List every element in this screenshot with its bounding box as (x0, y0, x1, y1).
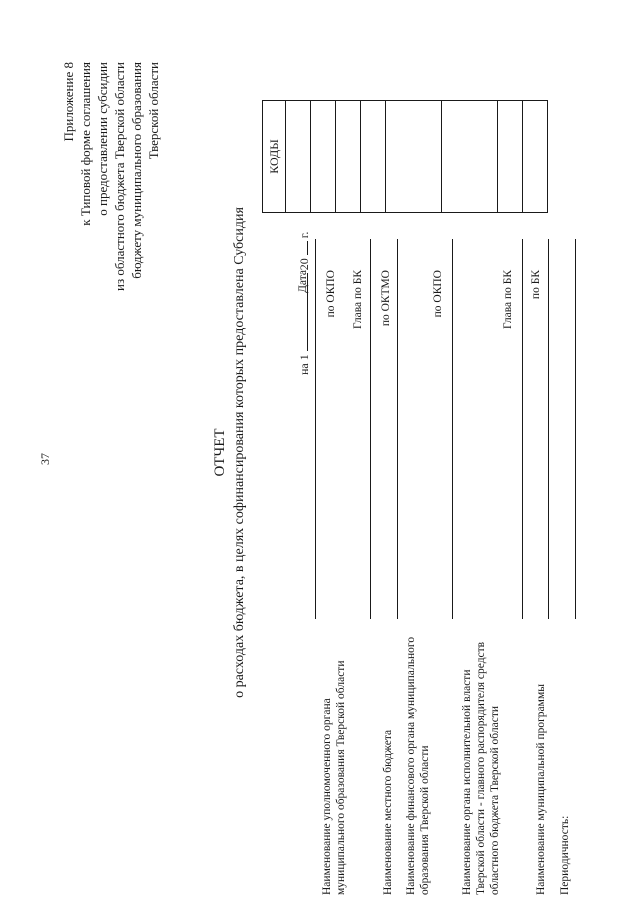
report-subtitle: о расходах бюджета, в целях софинансирования которых предоставлена Субсидия (232, 207, 247, 698)
code-label-okpo: по ОКПО (325, 270, 337, 318)
page-number: 37 (38, 453, 52, 465)
field-label-authorized-body: Наименование уполномоченного органа муниципального образования Тверской области (321, 660, 347, 895)
appendix-line: бюджету муниципального образования (129, 62, 144, 279)
code-cell-glava-bk[interactable] (336, 101, 361, 213)
field-label-program: Наименование муниципальной программы (535, 684, 547, 895)
code-label-glava-bk: Глава по БК (352, 270, 364, 329)
field-line (548, 239, 549, 619)
field-line (397, 239, 398, 619)
code-cell-okpo[interactable] (311, 101, 336, 213)
field-line (575, 239, 576, 619)
code-cell-glava-bk-2[interactable] (442, 101, 498, 213)
code-label-glava-bk-2: Глава по БК (502, 270, 514, 329)
field-label-local-budget: Наименование местного бюджета (382, 729, 394, 895)
date-suffix: г. (297, 231, 311, 239)
code-cell-date[interactable] (286, 101, 311, 213)
code-cell-empty[interactable] (523, 101, 548, 213)
code-label-po-bk: по БК (530, 270, 542, 300)
field-line (370, 239, 371, 619)
appendix-line: Тверской области (146, 62, 161, 160)
appendix-line: из областного бюджета Тверской области (112, 62, 127, 291)
field-label-finance-body: Наименование финансового органа муниципального образования Тверской области (405, 636, 431, 895)
field-line (452, 239, 453, 619)
date-prefix: на 1 (297, 354, 311, 375)
code-cell-po-bk[interactable] (498, 101, 523, 213)
appendix-line: о предоставлении субсидии (95, 62, 110, 216)
year-blank (297, 241, 308, 255)
code-label-oktmo: по ОКТМО (380, 270, 392, 327)
report-date (297, 232, 312, 375)
code-cell-oktmo[interactable] (361, 101, 386, 213)
field-label-periodicity: Периодичность: (559, 815, 571, 895)
code-cell-okpo-2[interactable] (386, 101, 442, 213)
report-title: ОТЧЕТ (212, 428, 228, 477)
appendix-line: Приложение 8 (61, 62, 76, 142)
appendix-line: к Типовой форме соглашения (78, 62, 93, 226)
date-mid: 20 (297, 258, 311, 271)
codes-table (262, 100, 548, 213)
codes-header: КОДЫ (263, 101, 286, 213)
appendix-note (60, 62, 162, 291)
code-label-okpo-2: по ОКПО (432, 270, 444, 318)
field-line (315, 239, 316, 619)
field-label-executive-body: Наименование органа исполнительной власти Тверской области - главного распорядителя средств областного бюджета Тверской области (461, 641, 501, 895)
field-line (522, 239, 523, 619)
code-label-date: Дата (297, 270, 309, 293)
